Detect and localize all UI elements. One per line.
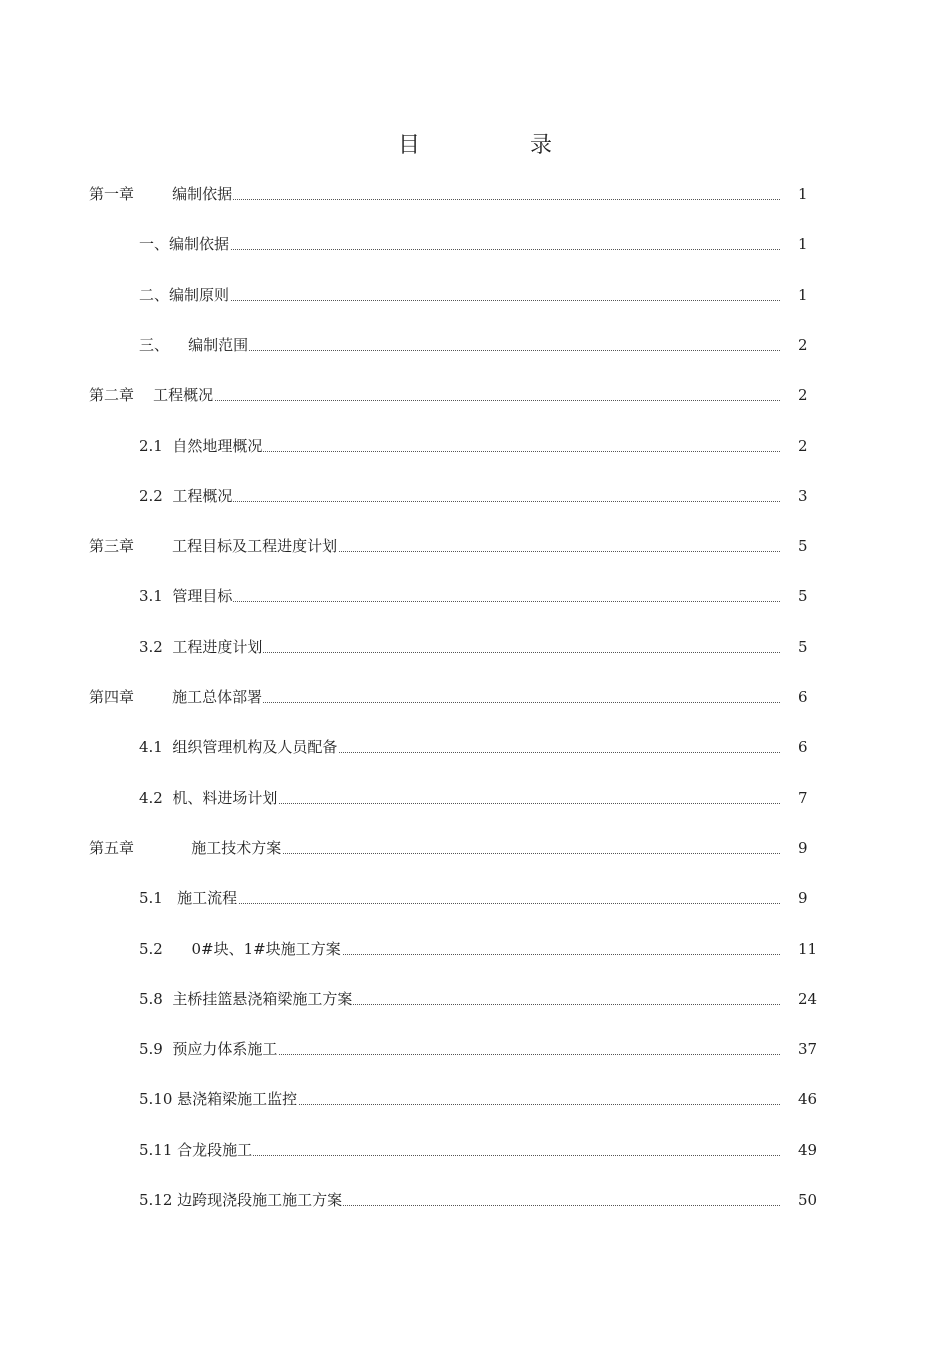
toc-entry[interactable] [0, 381, 950, 409]
toc-entry[interactable] [0, 683, 950, 711]
toc-entry-page-number: 1 [798, 185, 808, 203]
toc-title [0, 128, 950, 159]
toc-entry[interactable] [0, 281, 950, 309]
toc-entry-page-number: 7 [798, 788, 808, 807]
toc-entry-label: 第五章 施工技术方案 [89, 834, 282, 862]
toc-entry-label: 5.9 预应力体系施工 [139, 1035, 278, 1063]
toc-entry-page-number: 50 [798, 1191, 818, 1209]
toc-entry-label: 5.12 边跨现浇段施工施工方案 [139, 1186, 343, 1214]
toc-entry-label: 2.1 自然地理概况 [139, 432, 263, 460]
toc-entry-label: 5.10 悬浇箱梁施工监控 [139, 1085, 298, 1113]
toc-entry[interactable] [0, 582, 950, 610]
toc-entry-label: 第三章 工程目标及工程进度计划 [89, 532, 338, 560]
toc-entry[interactable] [0, 784, 950, 812]
toc-entry-page-number: 2 [798, 335, 808, 354]
toc-entry-page-number: 2 [798, 436, 808, 455]
toc-entry[interactable] [0, 985, 950, 1013]
toc-entry-page-number: 9 [798, 838, 808, 857]
toc-dot-leader [139, 249, 780, 250]
toc-entry-label: 4.2 机、料进场计划 [139, 784, 278, 812]
toc-entry-label: 一、编制依据 [139, 230, 230, 258]
toc-entry-page-number: 5 [798, 637, 808, 656]
toc-entry-page-number: 46 [798, 1090, 818, 1109]
toc-title-right: 录 [530, 133, 553, 158]
toc-dot-leader [139, 300, 780, 301]
toc-entry-label: 三、 编制范围 [139, 331, 249, 359]
toc-entry[interactable] [0, 482, 950, 510]
toc-entry-page-number: 5 [798, 537, 808, 556]
toc-dot-leader [139, 501, 780, 502]
toc-entry-label: 2.2 工程概况 [139, 482, 233, 510]
toc-entry[interactable] [0, 633, 950, 661]
toc-entry[interactable] [0, 834, 950, 862]
toc-entry[interactable] [0, 532, 950, 560]
toc-entry[interactable] [0, 432, 950, 460]
toc-entry-page-number: 49 [798, 1140, 818, 1159]
toc-entry[interactable] [0, 1186, 950, 1214]
toc-entry-page-number: 3 [798, 486, 808, 505]
toc-entry-label: 5.1 施工流程 [139, 884, 238, 912]
toc-entry-page-number: 6 [798, 688, 808, 706]
toc-entry-label: 5.8 主桥挂篮悬浇箱梁施工方案 [139, 985, 353, 1013]
toc-entry-page-number: 5 [798, 587, 808, 606]
toc-entry-label: 3.2 工程进度计划 [139, 633, 263, 661]
toc-entry[interactable] [0, 230, 950, 258]
toc-entry-page-number: 11 [798, 939, 818, 958]
toc-entry-label: 4.1 组织管理机构及人员配备 [139, 733, 338, 761]
toc-dot-leader [139, 601, 780, 602]
toc-entry-label: 第一章 编制依据 [89, 180, 233, 208]
toc-entry[interactable] [0, 331, 950, 359]
toc-entry-page-number: 24 [798, 989, 818, 1008]
toc-entry[interactable] [0, 1136, 950, 1164]
toc-title-left: 目 [397, 133, 420, 158]
toc-entry-page-number: 2 [798, 386, 808, 405]
toc-entry[interactable] [0, 884, 950, 912]
toc-entry-label: 5.2 0#块、1#块施工方案 [139, 935, 342, 963]
toc-entry[interactable] [0, 733, 950, 761]
toc-entry-label: 3.1 管理目标 [139, 582, 233, 610]
toc-entry-page-number: 9 [798, 889, 808, 908]
toc-entry[interactable] [0, 1085, 950, 1113]
toc-entry-label: 第四章 施工总体部署 [89, 683, 263, 711]
toc-entry-label: 5.11 合龙段施工 [139, 1136, 253, 1164]
toc-entry-label: 第二章 工程概况 [89, 381, 214, 409]
toc-entry-page-number: 37 [798, 1040, 818, 1059]
toc-entry-page-number: 1 [798, 235, 808, 254]
toc-entry[interactable] [0, 180, 950, 208]
toc-entry-label: 二、编制原则 [139, 281, 230, 309]
toc-entry[interactable] [0, 1035, 950, 1063]
toc-entry[interactable] [0, 935, 950, 963]
toc-entry-page-number: 1 [798, 285, 808, 304]
toc-entry-page-number: 6 [798, 738, 808, 757]
